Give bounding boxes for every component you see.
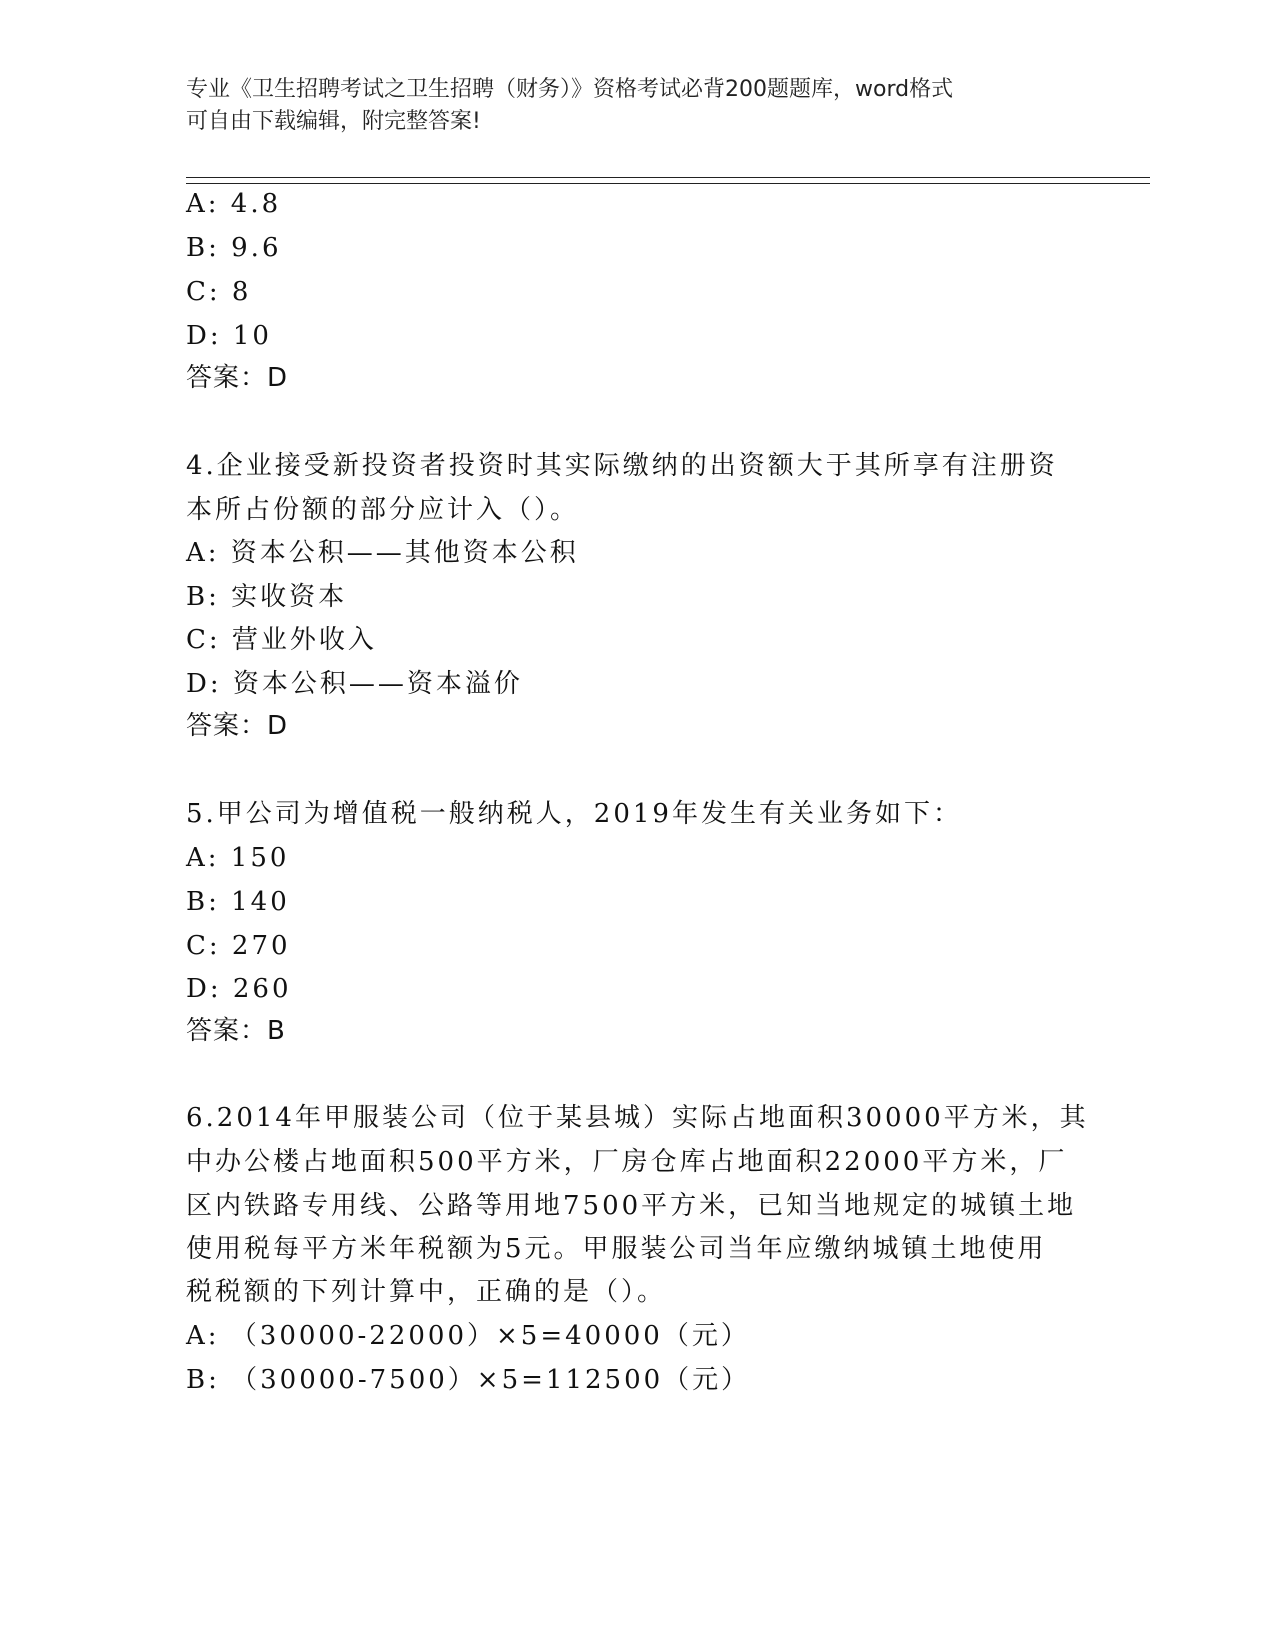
header-rule-bottom: [186, 183, 1150, 184]
q5-stem-line-1: 5.甲公司为增值税一般纳税人，2019年发生有关业务如下：: [186, 799, 962, 829]
q4-option-c: C: 营业外收入: [186, 625, 377, 655]
header-line-1: 专业《卫生招聘考试之卫生招聘（财务）》资格考试必背200题题库，word格式: [186, 77, 954, 102]
q3-option-a: A: 4.8: [186, 189, 282, 219]
q3-option-b: B: 9.6: [186, 233, 282, 263]
q4-stem-line-2: 本所占份额的部分应计入（）。: [186, 495, 580, 525]
q6-stem-line-3: 区内铁路专用线、公路等用地7500平方米，已知当地规定的城镇土地: [186, 1191, 1077, 1221]
q6-stem-line-5: 税税额的下列计算中，正确的是（）。: [186, 1277, 667, 1307]
q6-option-b: B: （30000-7500）×5=112500（元）: [186, 1365, 751, 1395]
q3-option-c: C: 8: [186, 277, 252, 307]
q4-option-b: B: 实收资本: [186, 582, 348, 612]
q5-option-c: C: 270: [186, 931, 291, 961]
q5-option-d: D: 260: [186, 974, 292, 1004]
q6-stem-line-1: 6.2014年甲服装公司（位于某县城）实际占地面积30000平方米，其: [186, 1103, 1089, 1133]
header-rule-top: [186, 177, 1150, 178]
q3-option-d: D: 10: [186, 321, 272, 351]
header-line-2: 可自由下载编辑，附完整答案!: [186, 109, 481, 134]
q5-option-b: B: 140: [186, 887, 290, 917]
q4-option-d: D: 资本公积——资本溢价: [186, 669, 523, 699]
q4-option-a: A: 资本公积——其他资本公积: [186, 538, 579, 568]
q3-answer: 答案：D: [186, 363, 289, 393]
q5-answer: 答案：B: [186, 1016, 286, 1046]
q4-stem-line-1: 4.企业接受新投资者投资时其实际缴纳的出资额大于其所享有注册资: [186, 451, 1058, 481]
q6-stem-line-2: 中办公楼占地面积500平方米，厂房仓库占地面积22000平方米，厂: [186, 1147, 1068, 1177]
q6-stem-line-4: 使用税每平方米年税额为5元。甲服装公司当年应缴纳城镇土地使用: [186, 1234, 1047, 1264]
q6-option-a: A: （30000-22000）×5=40000（元）: [186, 1321, 750, 1351]
q5-option-a: A: 150: [186, 843, 290, 873]
q4-answer: 答案：D: [186, 711, 289, 741]
document-header: [186, 74, 1066, 138]
